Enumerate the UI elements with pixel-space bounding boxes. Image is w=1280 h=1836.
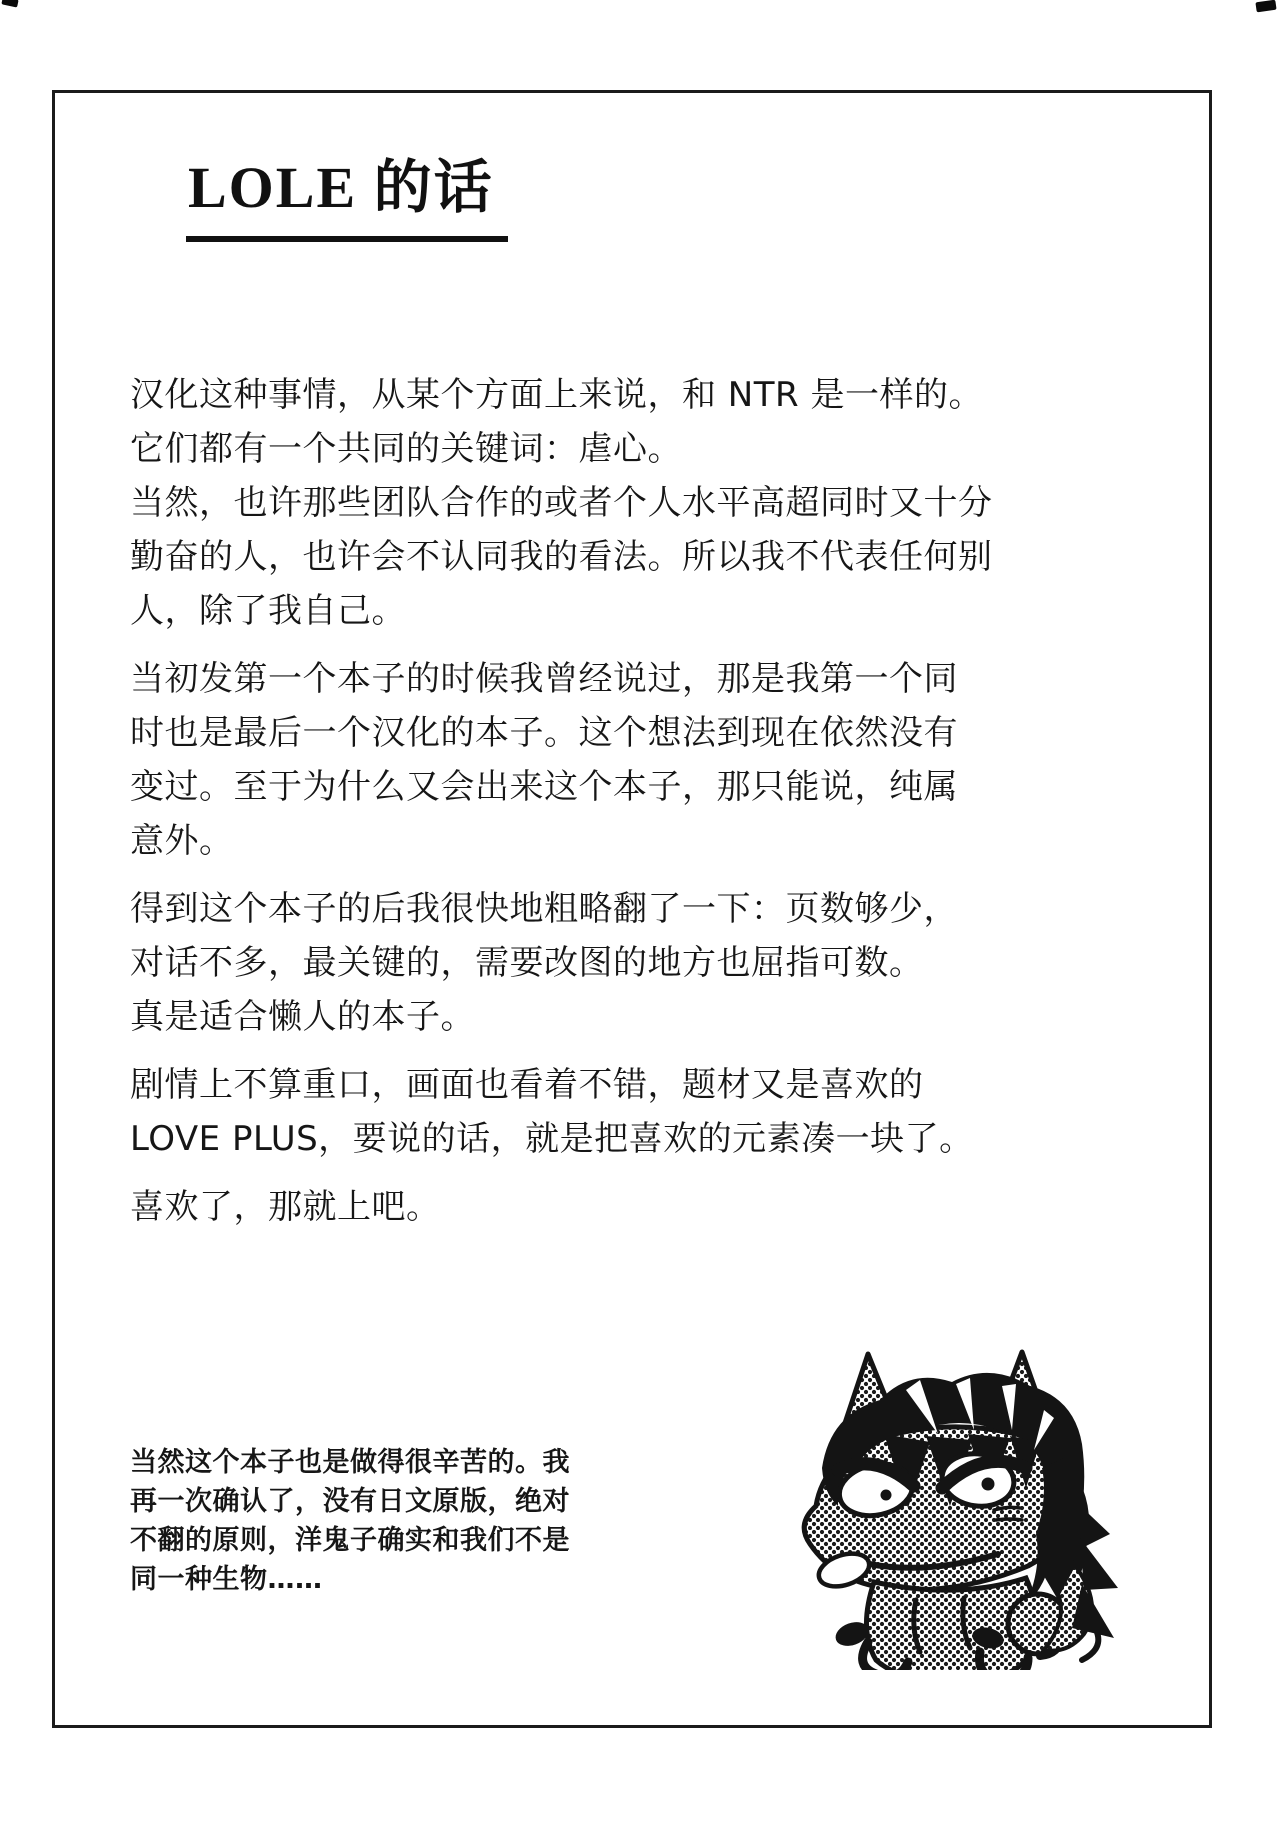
text-line: 它们都有一个共同的关键词：虐心。: [130, 429, 682, 469]
text-line: 勤奋的人，也许会不认同我的看法。所以我不代表任何别: [130, 537, 993, 577]
text-line: 人，除了我自己。: [130, 591, 406, 631]
footnote-line: 当然这个本子也是做得很辛苦的。我: [130, 1447, 570, 1478]
text-line: 汉化这种事情，从某个方面上来说，和 NTR 是一样的。: [130, 375, 983, 415]
text-line: 剧情上不算重口，画面也看着不错，题材又是喜欢的: [130, 1065, 924, 1105]
footnote-text: [130, 1443, 590, 1599]
text-line: 喜欢了，那就上吧。: [130, 1187, 441, 1227]
text-line: 当然，也许那些团队合作的或者个人水平高超同时又十分: [130, 483, 993, 523]
scan-artifact: [1255, 0, 1276, 12]
text-line: 变过。至于为什么又会出来这个本子，那只能说，纯属: [130, 767, 958, 807]
text-line: 意外。: [130, 821, 234, 861]
scan-artifact: [1, 0, 18, 8]
body-text: [130, 368, 1010, 1248]
text-line: 当初发第一个本子的时候我曾经说过，那是我第一个同: [130, 659, 958, 699]
paragraph: [130, 652, 1010, 868]
text-line: 真是适合懒人的本子。: [130, 997, 475, 1037]
paragraph: [130, 368, 1010, 638]
text-line: LOVE PLUS，要说的话，就是把喜欢的元素凑一块了。: [130, 1119, 974, 1159]
paragraph: [130, 1180, 1010, 1234]
footnote-line: 同一种生物……: [130, 1564, 323, 1595]
angry-pony-mascot-illustration: [788, 1338, 1120, 1670]
text-line: 得到这个本子的后我很快地粗略翻了一下：页数够少，: [130, 889, 958, 929]
text-line: 时也是最后一个汉化的本子。这个想法到现在依然没有: [130, 713, 958, 753]
text-line: 对话不多，最关键的，需要改图的地方也屈指可数。: [130, 943, 924, 983]
paragraph: [130, 1058, 1010, 1166]
paragraph: [130, 882, 1010, 1044]
page-title: LOLE 的话: [186, 140, 508, 242]
footnote-line: 不翻的原则，洋鬼子确实和我们不是: [130, 1525, 570, 1556]
footnote-line: 再一次确认了，没有日文原版，绝对: [130, 1486, 570, 1517]
